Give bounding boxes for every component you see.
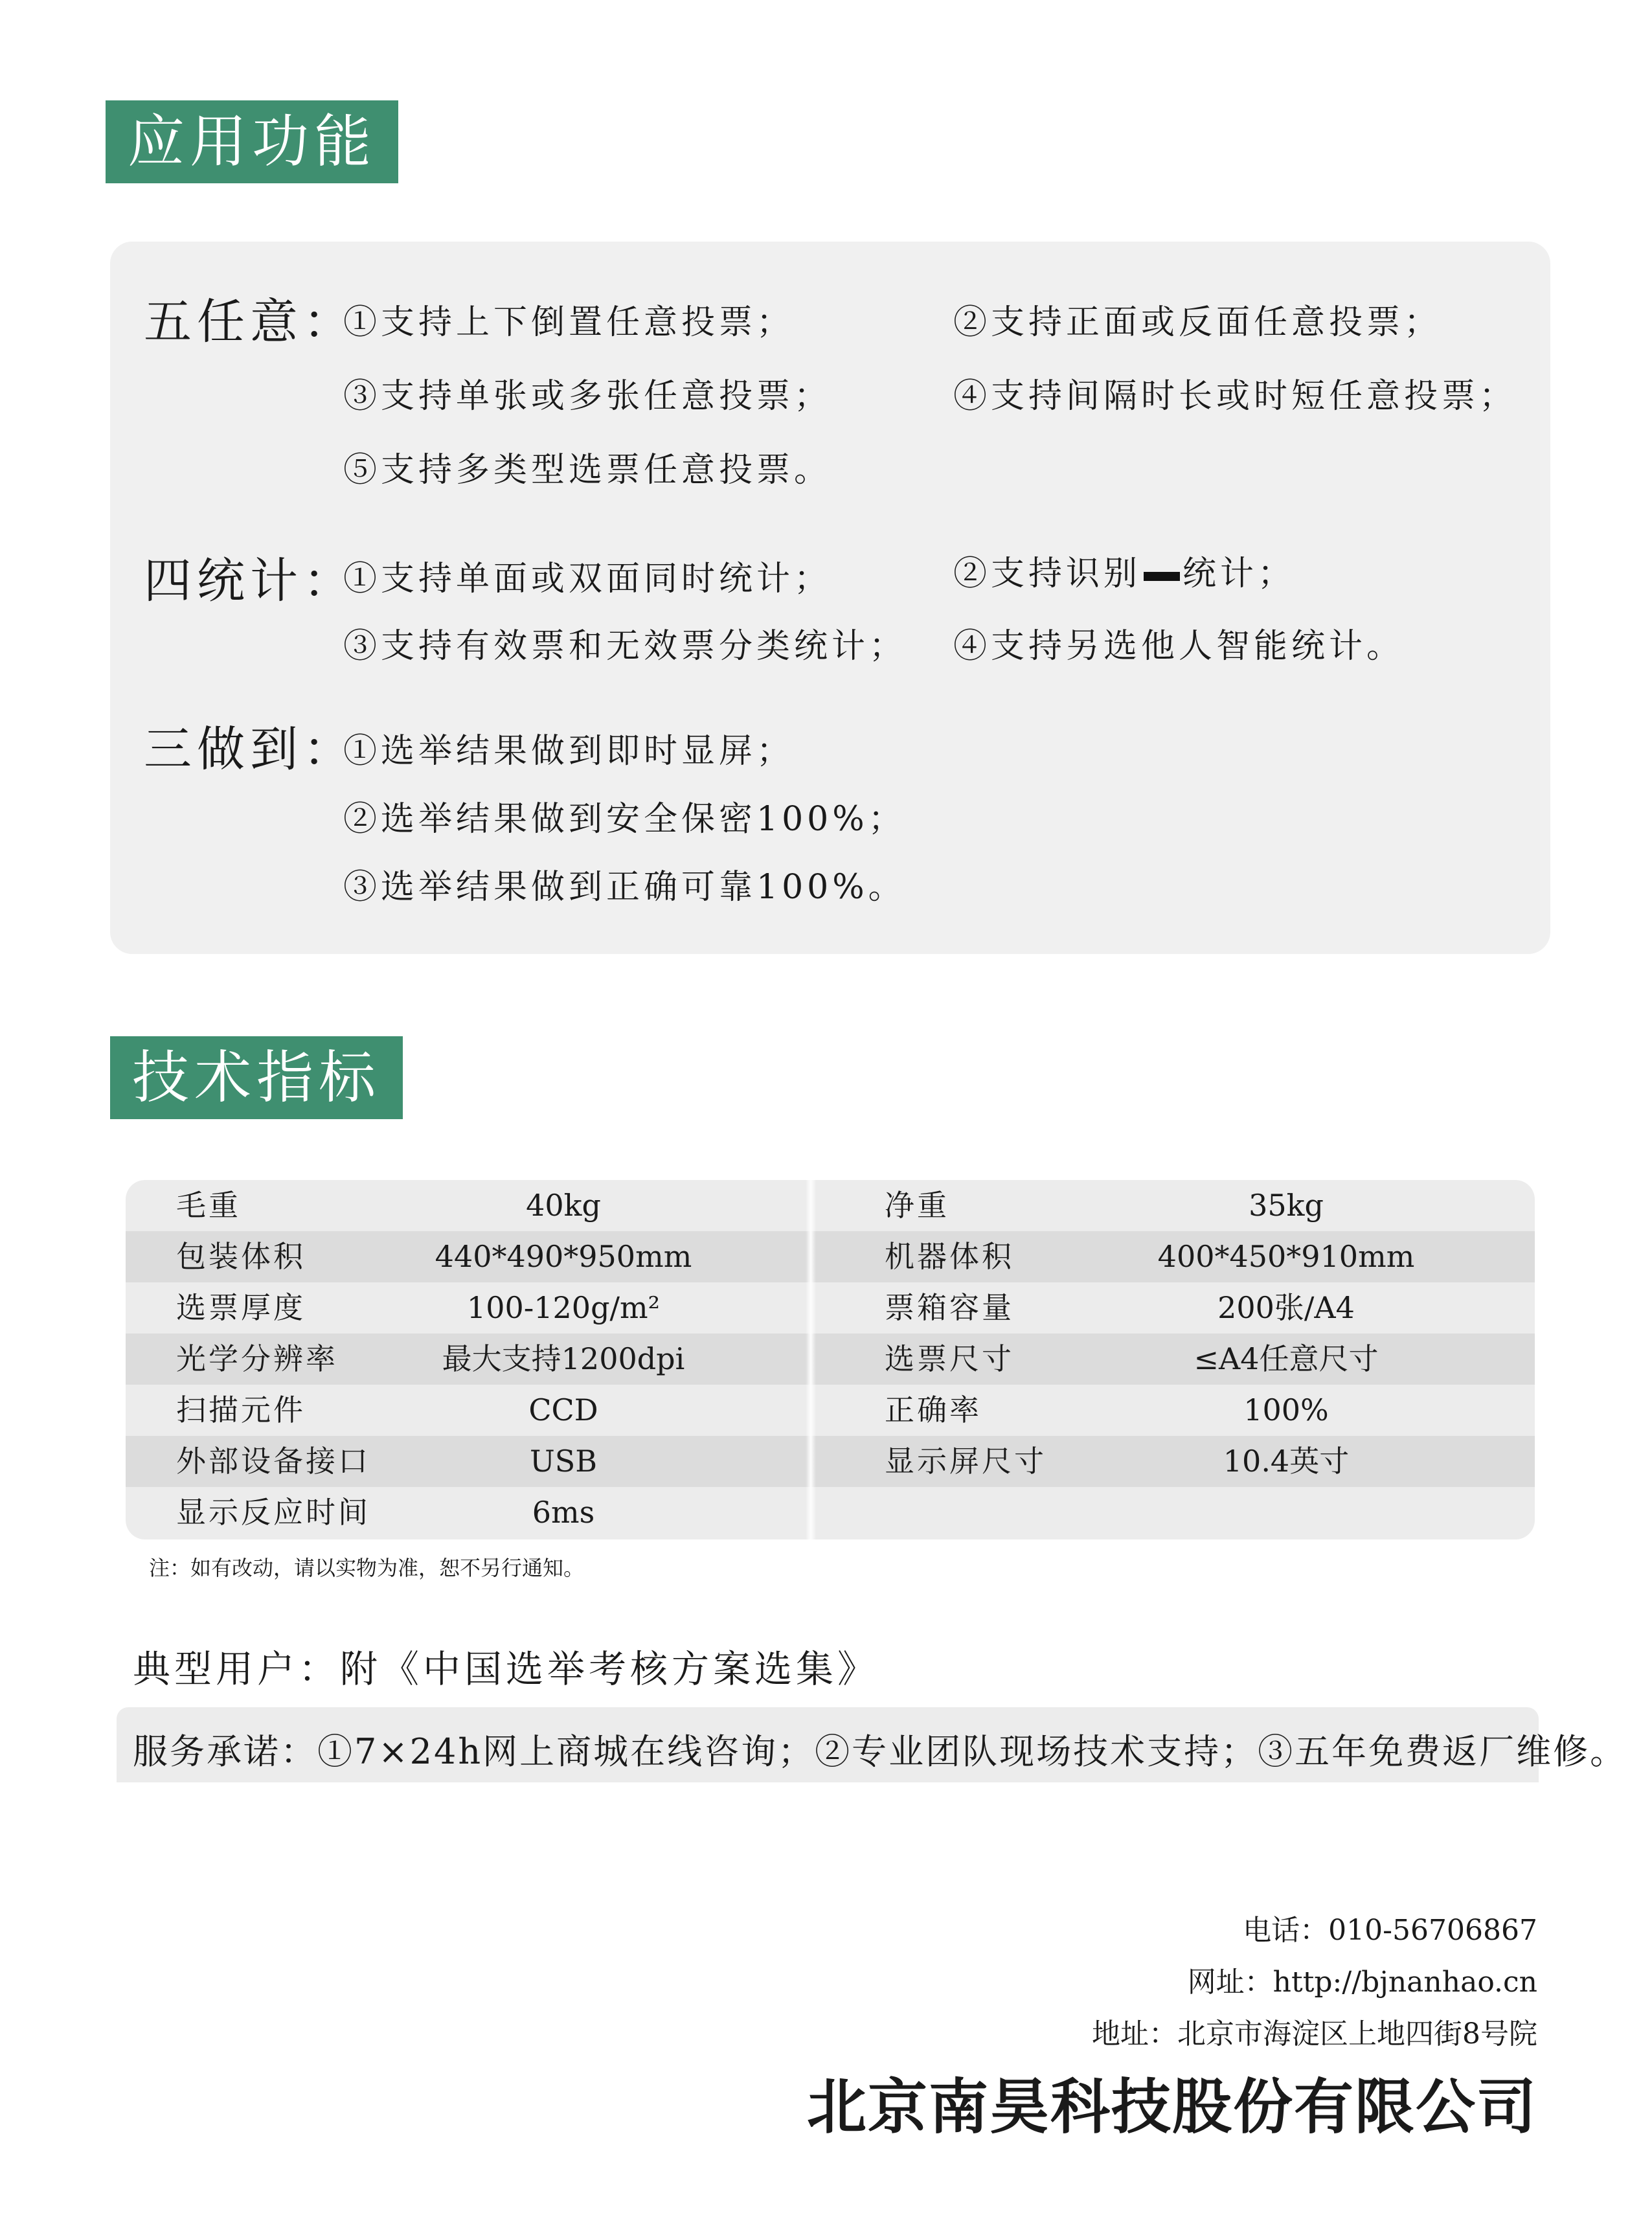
- spec-value: 100-120g/m²: [466, 1290, 661, 1325]
- spec-key: 外部设备接口: [176, 1444, 370, 1479]
- spec-value: USB: [529, 1444, 598, 1479]
- barcode-mark-icon: [1144, 572, 1180, 581]
- function-item: ⑤支持多类型选票任意投票。: [343, 451, 832, 490]
- section-title-functions: 应用功能: [106, 100, 398, 183]
- spec-key: 选票尺寸: [885, 1341, 1014, 1376]
- column-divider: [806, 1180, 816, 1539]
- contact-website: 网址：http://bjnanhao.cn: [1187, 1966, 1537, 1999]
- company-name: 北京南昊科技股份有限公司: [806, 2073, 1537, 2142]
- spec-value: 35kg: [1249, 1188, 1324, 1223]
- spec-key: 显示屏尺寸: [885, 1444, 1047, 1479]
- spec-key: 选票厚度: [176, 1290, 306, 1325]
- function-item: ④支持间隔时长或时短任意投票；: [953, 377, 1517, 416]
- spec-value: ≤A4任意尺寸: [1194, 1341, 1379, 1376]
- contact-address: 地址：北京市海淀区上地四街8号院: [1092, 2017, 1537, 2050]
- function-item: ②选举结果做到安全保密100%；: [343, 800, 906, 839]
- spec-key: 扫描元件: [176, 1392, 306, 1427]
- spec-key: 正确率: [885, 1392, 982, 1427]
- spec-value: 40kg: [526, 1188, 601, 1223]
- service-commitment: 服务承诺：①7×24h网上商城在线咨询；②专业团队现场技术支持；③五年免费返厂维修。: [133, 1731, 1627, 1772]
- function-item: ①选举结果做到即时显屏；: [343, 732, 795, 771]
- spec-value: 400*450*910mm: [1157, 1239, 1415, 1274]
- section-title-specs: 技术指标: [110, 1036, 403, 1119]
- spec-note: 注：如有改动，请以实物为准，恕不另行通知。: [149, 1556, 585, 1580]
- function-item: ①支持上下倒置任意投票；: [343, 303, 795, 342]
- function-item-text: 统计；: [1182, 554, 1296, 593]
- spec-value: CCD: [528, 1392, 598, 1427]
- category-label-three-achieve: 三做到：: [144, 721, 356, 777]
- typical-users: 典型用户：附《中国选举考核方案选集》: [133, 1647, 879, 1691]
- function-item: ③选举结果做到正确可靠100%。: [343, 868, 906, 907]
- function-item-text: ②支持识别: [953, 554, 1142, 593]
- spec-value: 10.4英寸: [1223, 1444, 1350, 1479]
- spec-value: 6ms: [532, 1495, 595, 1530]
- function-item: ②支持正面或反面任意投票；: [953, 303, 1442, 342]
- spec-key: 光学分辨率: [176, 1341, 338, 1376]
- spec-value: 100%: [1243, 1392, 1329, 1427]
- spec-table: [126, 1180, 1535, 1539]
- contact-phone: 电话：010-56706867: [1243, 1914, 1537, 1947]
- spec-key: 机器体积: [885, 1239, 1014, 1274]
- spec-key: 毛重: [176, 1188, 241, 1223]
- spec-key: 票箱容量: [885, 1290, 1014, 1325]
- category-label-four-stats: 四统计：: [144, 553, 356, 609]
- function-item: ③支持有效票和无效票分类统计；: [343, 627, 907, 666]
- spec-key: 显示反应时间: [176, 1495, 370, 1530]
- category-label-five-any: 五任意：: [144, 294, 356, 350]
- function-item: ④支持另选他人智能统计。: [953, 627, 1405, 666]
- spec-value: 最大支持1200dpi: [442, 1341, 685, 1376]
- spec-value: 440*490*950mm: [435, 1239, 692, 1274]
- function-item-barcode: [953, 546, 1295, 595]
- spec-value: 200张/A4: [1217, 1290, 1355, 1325]
- spec-key: 净重: [885, 1188, 949, 1223]
- function-item: ①支持单面或双面同时统计；: [343, 560, 832, 598]
- spec-key: 包装体积: [176, 1239, 306, 1274]
- function-item: ③支持单张或多张任意投票；: [343, 377, 832, 416]
